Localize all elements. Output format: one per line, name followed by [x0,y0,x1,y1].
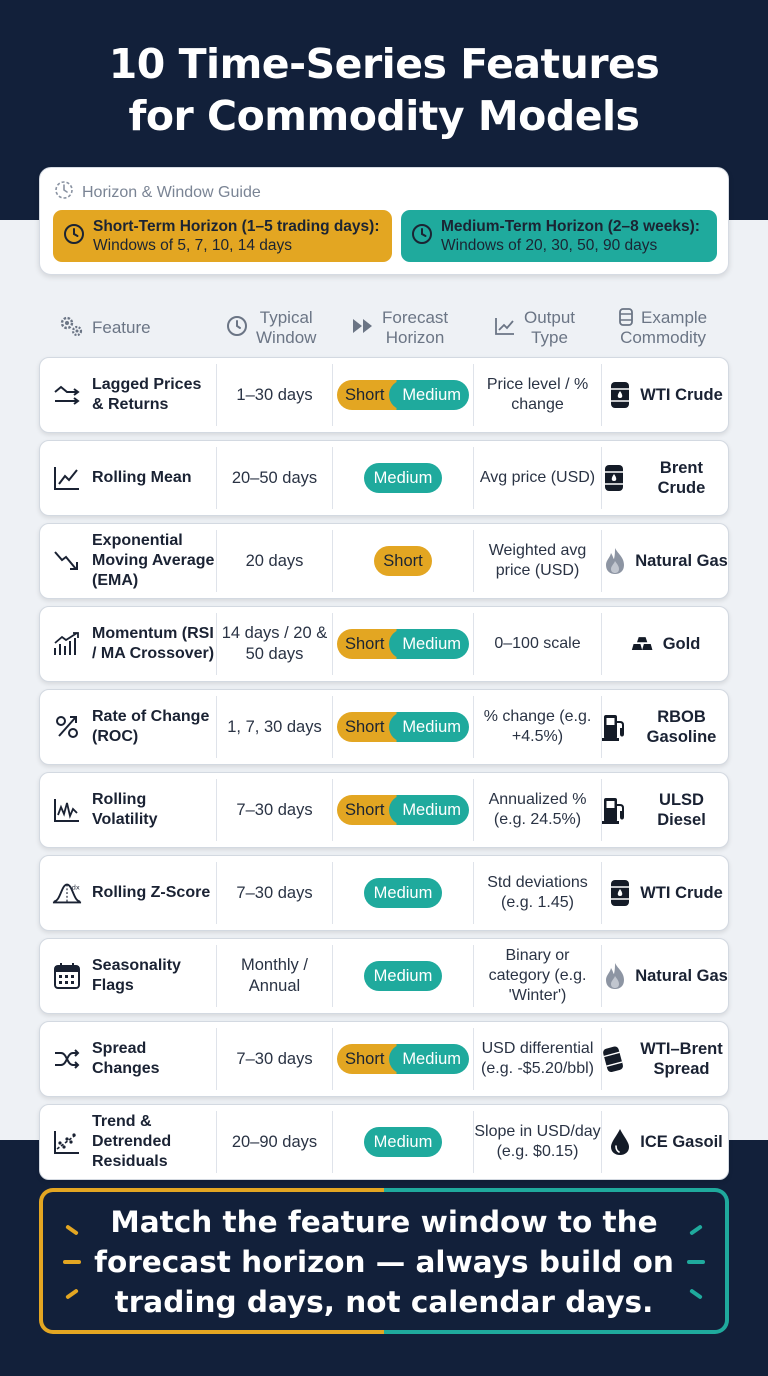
feature-cell [40,530,216,592]
gears-icon [58,314,84,343]
output-type-cell: Binary or category (e.g. 'Winter') [488,947,587,1004]
commodity-cell [602,1028,729,1090]
horizon-pill-medium: Medium [364,961,442,991]
feature-name: Rolling Z-Score [92,884,211,901]
output-type-cell: USD differential (e.g. -$5.20/bbl) [481,1040,594,1077]
flame-icon [603,547,627,575]
calendar-icon [52,961,82,991]
percent-icon [52,712,82,742]
gold-bars-icon [631,630,655,658]
commodity-cell [602,447,729,509]
commodity-cell [602,1111,729,1173]
feature-name: Rolling Volatility [92,791,158,828]
page-title: 10 Time-Series Features for Commodity Models [108,40,660,140]
horizon-pill-medium: Medium [364,463,442,493]
horizon-cell [333,613,473,675]
horizon-cell [333,364,473,426]
table-row [39,689,729,765]
window-cell: 14 days / 20 & 50 days [221,624,328,663]
fuel-pump-icon [602,796,626,824]
horizon-pill-short-medium: Short Medium [337,629,469,659]
feature-cell [40,1028,216,1090]
feature-name: Spread Changes [92,1040,160,1077]
bell-curve-icon [52,878,82,908]
commodity-cell [602,530,729,592]
horizon-pill-short-medium: Short Medium [337,1044,469,1074]
fuel-pump-icon [602,713,626,741]
feature-name: Trend & Detrended Residuals [92,1113,172,1170]
horizon-pill-short-medium: Short Medium [337,712,469,742]
commodity-cell [602,364,729,426]
horizon-cell [333,1028,473,1090]
droplet-icon [608,1128,632,1156]
output-type-cell: % change (e.g. +4.5%) [483,708,592,745]
guide-heading: Horizon & Window Guide [54,180,261,205]
window-cell: 1–30 days [236,385,313,404]
output-type-cell: Std deviations (e.g. 1.45) [487,874,588,911]
commodity-cell [602,945,729,1007]
feature-name: Rate of Change (ROC) [92,708,210,745]
commodity-cell [602,696,729,758]
oil-barrel-icon [602,464,626,492]
window-cell: 7–30 days [236,800,313,819]
horizon-pill-short: Short [374,546,432,576]
commodity-name: Natural Gas [635,552,728,570]
horizon-window-guide [39,167,729,275]
commodity-cell [602,862,729,924]
commodity-cell [602,613,729,675]
horizon-cell [333,862,473,924]
output-type-cell: Weighted avg price (USD) [488,542,587,579]
oil-barrel-icon [608,381,632,409]
feature-name: Momentum (RSI / MA Crossover) [92,625,215,662]
feature-cell [40,613,216,675]
table-row [39,440,729,516]
feature-cell [40,862,216,924]
table-row [39,1021,729,1097]
table-row [39,938,729,1014]
volatility-icon [52,795,82,825]
clock-outline-icon [54,180,74,205]
feature-cell [40,945,216,1007]
horizon-pill-short-medium: Short Medium [337,380,469,410]
chart-up-icon [494,316,516,341]
key-takeaway-callout: Match the feature window to the forecast horizon — always build on trading days, not calendar days. [39,1188,729,1334]
window-cell: 7–30 days [236,883,313,902]
table-row [39,523,729,599]
line-chart-icon [52,463,82,493]
medium-term-horizon-box: Medium-Term Horizon (2–8 weeks): Windows of 20, 30, 50, 90 days [401,210,717,262]
fast-forward-icon [352,318,374,339]
output-type-cell: 0–100 scale [494,635,581,652]
table-row [39,1104,729,1180]
barrels-icon [602,1045,626,1073]
commodity-name: WTI Crude [640,386,723,404]
table-row [39,606,729,682]
output-type-cell: Slope in USD/day (e.g. $0.15) [474,1123,601,1160]
column-header-output: Output Type [494,306,575,350]
horizon-pill-medium: Medium [364,878,442,908]
scatter-trend-icon [52,1127,82,1157]
column-header-window: Typical Window [226,306,316,350]
horizon-pill-short-medium: Short Medium [337,795,469,825]
table-row [39,855,729,931]
commodity-name: RBOB Gasoline [646,708,717,746]
clock-icon [226,315,248,342]
oil-barrel-icon [608,879,632,907]
window-cell: Monthly / Annual [241,956,308,995]
horizon-cell [333,696,473,758]
commodity-cell [602,779,729,841]
feature-name: Seasonality Flags [92,957,181,994]
window-cell: 7–30 days [236,1049,313,1068]
clock-icon [411,223,433,250]
window-cell: 1, 7, 30 days [227,717,322,736]
column-header-commodity: Example Commodity [620,308,708,347]
column-header-feature: Feature [58,306,151,350]
flame-icon [603,962,627,990]
commodity-name: Gold [662,635,701,653]
feature-cell [40,447,216,509]
commodity-name: WTI Crude [640,884,723,902]
table-row [39,357,729,433]
clock-icon [63,223,85,250]
feature-cell [40,696,216,758]
feature-name: Lagged Prices & Returns [92,376,202,413]
feature-cell [40,1111,216,1173]
output-type-cell: Annualized % (e.g. 24.5%) [488,791,587,828]
horizon-cell [333,945,473,1007]
column-header-horizon: Forecast Horizon [352,306,448,350]
trend-down-icon [52,546,82,576]
feature-cell [40,779,216,841]
commodity-name: Brent Crude [657,459,706,497]
horizon-cell [333,447,473,509]
commodity-name: Natural Gas [635,967,728,985]
window-cell: 20–50 days [231,468,318,487]
feature-cell [40,364,216,426]
output-type-cell: Avg price (USD) [479,469,596,486]
commodity-name: WTI–Brent Spread [640,1040,723,1078]
short-term-horizon-box: Short-Term Horizon (1–5 trading days): Windows of 5, 7, 10, 14 days [53,210,392,262]
horizon-cell [333,779,473,841]
lag-arrows-icon [52,380,82,410]
momentum-bars-icon [52,629,82,659]
horizon-pill-medium: Medium [364,1127,442,1157]
feature-name: Rolling Mean [92,469,192,486]
window-cell: 20–90 days [231,1132,318,1151]
window-cell: 20 days [245,551,304,570]
output-type-cell: Price level / % change [486,376,589,413]
svg-text:dx: dx [71,883,80,892]
table-row [39,772,729,848]
horizon-cell [333,530,473,592]
barrel-icon [619,308,633,331]
commodity-name: ICE Gasoil [640,1133,723,1151]
commodity-name: ULSD Diesel [657,791,706,829]
feature-name: Exponential Moving Average (EMA) [92,532,215,589]
shuffle-icon [52,1044,82,1074]
horizon-cell [333,1111,473,1173]
